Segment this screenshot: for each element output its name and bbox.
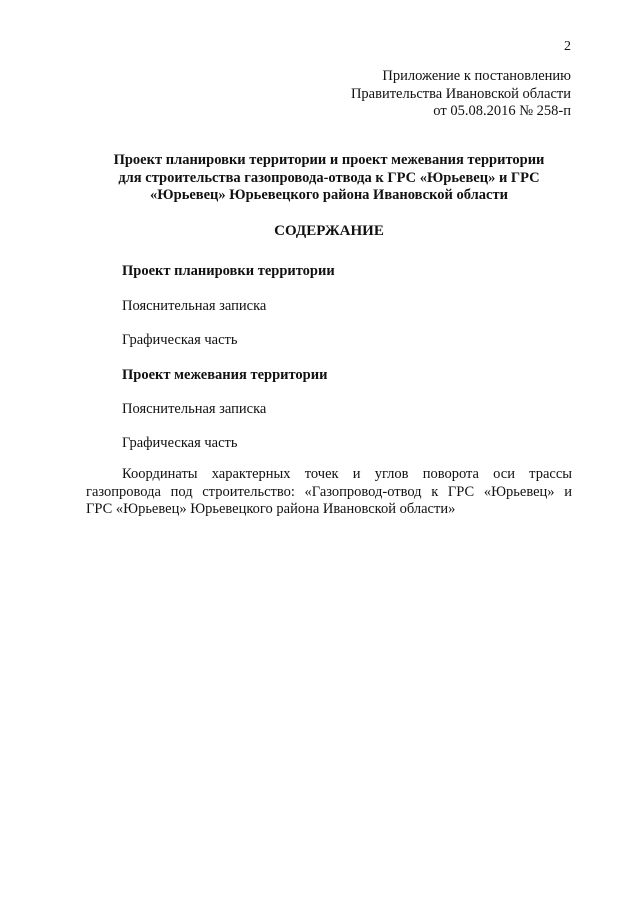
toc-planning-explanatory-note: Пояснительная записка [122,298,267,314]
appendix-line-1: Приложение к постановлению [382,68,571,84]
toc-planning-graphic-part: Графическая часть [122,332,238,348]
coordinates-line-2: газопровода под строительство: «Газопровод-отвод к ГРС «Юрьевец» и [86,483,572,500]
appendix-reference [211,68,571,121]
toc-surveying-explanatory-note: Пояснительная записка [122,401,267,417]
page-number: 2 [564,39,571,54]
toc-section-surveying-title: Проект межевания территории [122,367,328,383]
coordinates-line-3: ГРС «Юрьевец» Юрьевецкого района Ивановской области» [86,501,456,517]
appendix-line-3: от 05.08.2016 № 258-п [433,103,571,119]
contents-heading: СОДЕРЖАНИЕ [274,223,384,239]
document-title-line-2: для строительства газопровода-отвода к ГРС «Юрьевец» и ГРС [118,169,540,186]
toc-surveying-graphic-part: Графическая часть [122,435,238,451]
toc-section-planning-title: Проект планировки территории [122,263,335,279]
coordinates-line-1: Координаты характерных точек и углов поворота оси трассы [122,466,572,482]
document-title-line-1: Проект планировки территории и проект межевания территории [113,152,545,168]
coordinates-paragraph [86,466,572,519]
document-title [86,152,572,205]
document-title-line-3: «Юрьевец» Юрьевецкого района Ивановской области [150,187,508,203]
appendix-line-2: Правительства Ивановской области [350,85,571,102]
